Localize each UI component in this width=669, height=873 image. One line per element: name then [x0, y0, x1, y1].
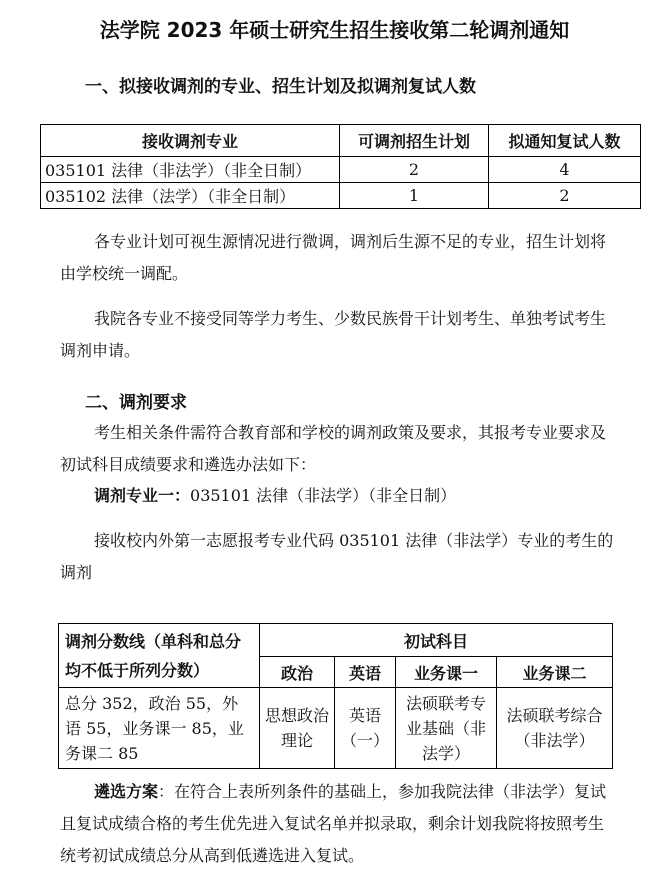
paragraph-exclusions-text: 我院各专业不接受同等学力考生、少数民族骨干计划考生、单独考试考生调剂申请。: [60, 309, 607, 360]
selection-label: 遴选方案: [94, 782, 159, 801]
score-table: [58, 623, 613, 769]
row1-plan: 2: [340, 157, 489, 183]
selection-text: ：在符合上表所列条件的基础上，参加我院法律（非法学）复试且复试成绩合格的考生优先进入复试名单并拟录取，剩余计划我院将按照考生统考初试成绩总分从高到低遴选进入复试。: [60, 782, 607, 865]
header-course2: 业务课二: [497, 657, 613, 688]
header-subjects: 初试科目: [260, 624, 613, 657]
major-value: 035101 法律（非法学）（非全日制）: [190, 486, 457, 505]
section2-heading: 二、调剂要求: [85, 393, 187, 413]
header-retest: 拟通知复试人数: [489, 125, 641, 157]
paragraph-exclusions: [60, 303, 616, 367]
paragraph-accept: [60, 525, 616, 589]
row2-retest: 2: [489, 183, 641, 209]
header-english: 英语: [335, 657, 396, 688]
paragraph-plan-adjust: [60, 226, 616, 290]
header-major: 接收调剂专业: [41, 125, 340, 157]
header-plan: 可调剂招生计划: [340, 125, 489, 157]
paragraph-requirements: [60, 417, 616, 481]
paragraph-accept-text: 接收校内外第一志愿报考专业代码 035101 法律（非法学）专业的考生的调剂: [60, 531, 614, 582]
row1-retest: 4: [489, 157, 641, 183]
row2-plan: 1: [340, 183, 489, 209]
major-line: [94, 480, 614, 512]
table-header-row: [41, 125, 641, 157]
subject-politics: 思想政治理论: [260, 688, 335, 769]
table-header-row: [59, 624, 613, 657]
paragraph-plan-adjust-text: 各专业计划可视生源情况进行微调，调剂后生源不足的专业，招生计划将由学校统一调配。: [60, 232, 607, 283]
paragraph-requirements-text: 考生相关条件需符合教育部和学校的调剂政策及要求，其报考专业要求及初试科目成绩要求和遴选办法如下：: [60, 423, 607, 474]
subject-course2: 法硕联考综合（非法学）: [497, 688, 613, 769]
header-politics: 政治: [260, 657, 335, 688]
paragraph-selection: [60, 776, 616, 872]
score-value: 总分 352，政治 55，外语 55，业务课一 85，业务课二 85: [59, 688, 260, 769]
header-course1: 业务课一: [396, 657, 497, 688]
table-row: [59, 688, 613, 769]
header-score-line: 调剂分数线（单科和总分均不低于所列分数）: [59, 624, 260, 688]
table-row: [41, 157, 641, 183]
table-row: [41, 183, 641, 209]
plan-table: [40, 124, 641, 209]
subject-course1: 法硕联考专业基础（非法学）: [396, 688, 497, 769]
major-label: 调剂专业一：: [94, 486, 191, 505]
section1-heading: 一、拟接收调剂的专业、招生计划及拟调剂复试人数: [85, 77, 476, 97]
subject-english: 英语（一）: [335, 688, 396, 769]
row1-major: 035101 法律（非法学）（非全日制）: [41, 157, 340, 183]
row2-major: 035102 法律（法学）（非全日制）: [41, 183, 340, 209]
page-title: 法学院 2023 年硕士研究生招生接收第二轮调剂通知: [99, 18, 570, 42]
